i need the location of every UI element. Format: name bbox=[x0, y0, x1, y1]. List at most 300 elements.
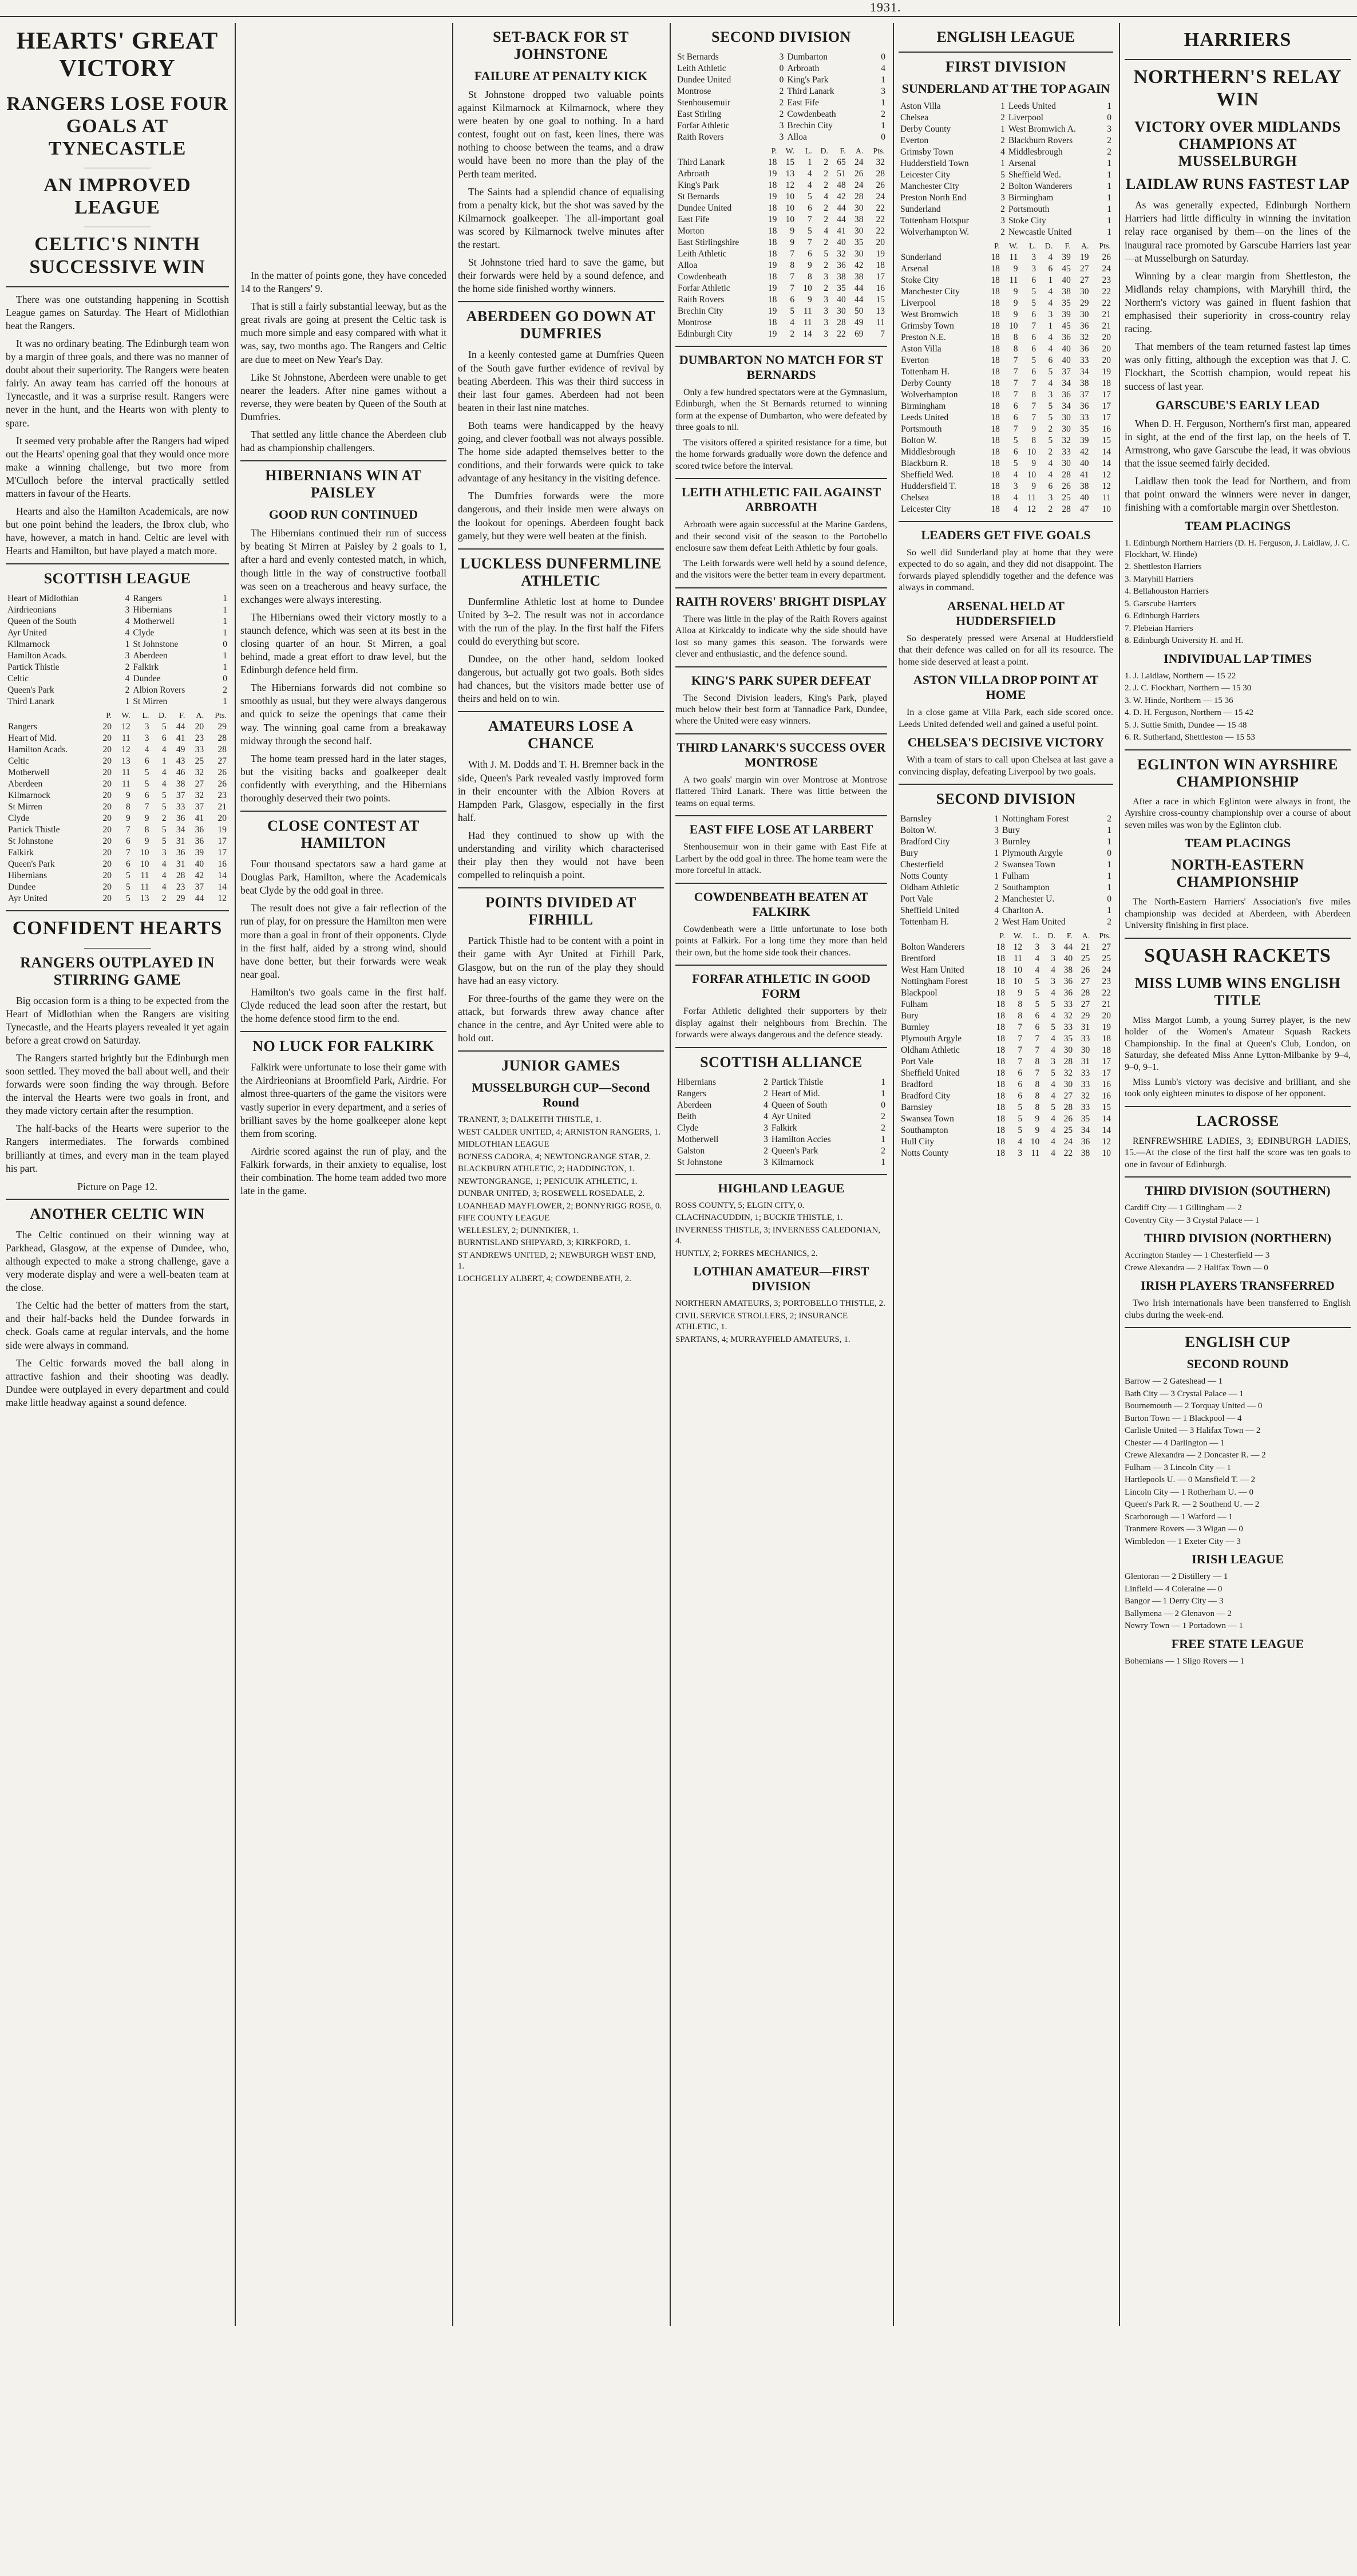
column-header: D. bbox=[820, 147, 829, 156]
team-name: Bradford bbox=[901, 1080, 933, 1090]
results-list bbox=[1125, 1250, 1351, 1274]
article-title: EGLINTON WIN AYRSHIRE CHAMPIONSHIP bbox=[1137, 756, 1339, 790]
results-list bbox=[1125, 1376, 1351, 1547]
list-item: Chester — 4 Darlington — 1 bbox=[1125, 1438, 1225, 1448]
team-name: Huddersfield T. bbox=[901, 481, 956, 491]
stat-cell: 18 bbox=[991, 470, 1000, 480]
home-team: Sheffield United bbox=[900, 906, 959, 916]
team-name: Brentford bbox=[901, 954, 936, 964]
stat-cell: 45 bbox=[1062, 264, 1071, 274]
stat-cell: 28 bbox=[837, 318, 846, 327]
article-paragraph: Arbroath were again successful at the Marine Gardens, and their second visit of the season to the Portobello enclosure saw them defeat Leith Athletic by four goals. bbox=[675, 520, 887, 554]
stat-cell: 12 bbox=[1102, 481, 1111, 491]
away-team: St Mirren bbox=[133, 697, 168, 707]
list-item: Accrington Stanley — 1 Chesterfield — 3 bbox=[1125, 1251, 1270, 1261]
away-team: Plymouth Argyle bbox=[1002, 848, 1063, 859]
stat-cell: 10 bbox=[1013, 977, 1023, 987]
table-row bbox=[899, 458, 1113, 469]
article-paragraph: There was little in the play of the Raith Rovers against Alloa at Kirkcaldy to indicate why the side should have lost so many games this season. The forwards were clever and enthusiastic, and the defence sound. bbox=[675, 614, 887, 659]
stat-cell: 5 bbox=[808, 192, 812, 202]
away-score: 1 bbox=[881, 1134, 885, 1144]
stat-cell: 30 bbox=[837, 306, 846, 316]
article-title: LEADERS GET FIVE GOALS bbox=[921, 528, 1091, 542]
stat-cell: 26 bbox=[1062, 481, 1071, 491]
article-title: EAST FIFE LOSE AT LARBERT bbox=[689, 822, 873, 837]
stat-cell: 35 bbox=[1062, 298, 1071, 308]
stat-cell: 6 bbox=[1048, 264, 1053, 274]
stat-cell: 13 bbox=[140, 894, 149, 904]
home-team: Grimsby Town bbox=[900, 147, 954, 157]
table-row bbox=[899, 1113, 1113, 1125]
stat-cell: 7 bbox=[790, 272, 795, 282]
stat-cell: 12 bbox=[1027, 504, 1036, 514]
article-paragraph: In a close game at Villa Park, each side scored once. Leeds United defended well and gained a useful point. bbox=[899, 708, 1113, 729]
section-title: TEAM PLACINGS bbox=[1184, 519, 1291, 534]
divider bbox=[1125, 749, 1351, 750]
away-team: Queen's Park bbox=[771, 1145, 818, 1156]
divider bbox=[675, 346, 887, 347]
stat-cell: 3 bbox=[824, 329, 829, 339]
team-name: Morton bbox=[678, 226, 705, 236]
away-score: 1 bbox=[881, 98, 885, 108]
away-score: 0 bbox=[1107, 894, 1111, 904]
column-header: A. bbox=[855, 147, 864, 156]
stat-cell: 34 bbox=[1081, 1125, 1090, 1136]
column-header: A. bbox=[1081, 242, 1089, 251]
stat-cell: 14 bbox=[1102, 1114, 1111, 1124]
stat-cell: 38 bbox=[1062, 287, 1071, 297]
stat-cell: 18 bbox=[996, 1034, 1005, 1044]
stat-cell: 29 bbox=[217, 722, 227, 732]
column-header: F. bbox=[1066, 932, 1073, 941]
stat-cell: 5 bbox=[1048, 367, 1053, 377]
stat-cell: 6 bbox=[1031, 310, 1036, 319]
stat-cell: 37 bbox=[1062, 367, 1071, 377]
table-row bbox=[675, 203, 887, 214]
stat-cell: 4 bbox=[1051, 1114, 1055, 1124]
stat-cell: 18 bbox=[996, 1114, 1005, 1124]
home-score: 2 bbox=[1000, 204, 1005, 214]
table-row bbox=[899, 447, 1113, 458]
stat-cell: 18 bbox=[1102, 1045, 1111, 1056]
stat-cell: 28 bbox=[176, 871, 185, 881]
result-row bbox=[899, 112, 1113, 124]
team-name: St Mirren bbox=[8, 802, 42, 812]
result-row bbox=[899, 158, 1113, 169]
stat-cell: 13 bbox=[876, 306, 885, 316]
table-row bbox=[675, 260, 887, 271]
result-row bbox=[675, 74, 887, 86]
divider bbox=[1125, 938, 1351, 939]
stat-cell: 8 bbox=[808, 272, 812, 282]
stat-cell: 35 bbox=[1081, 1114, 1090, 1124]
stat-cell: 3 bbox=[1013, 481, 1018, 491]
stat-cell: 18 bbox=[991, 493, 1000, 503]
stat-cell: 5 bbox=[1051, 1068, 1055, 1078]
away-score: 1 bbox=[1107, 227, 1111, 237]
home-team: St Bernards bbox=[677, 52, 719, 62]
column-header: Pts. bbox=[215, 712, 227, 721]
stat-cell: 28 bbox=[1063, 1057, 1073, 1067]
home-team: St Johnstone bbox=[677, 1157, 722, 1167]
article-paragraph: Winning by a clear margin from Shettleston, the Midlands relay champions, with Maryhill third, the Northern's victory was gained in fluent fashion that emphasised their superiority in cross-country relay racing. bbox=[1125, 270, 1351, 335]
article-paragraph: Falkirk were unfortunate to lose their game with the Airdrieonians at Broomfield Park, Airdrie. For almost three-quarters of the game the visitors were vastly superior in every department, and a series of brilliant saves by the home goalkeeper alone kept them from scoring. bbox=[240, 1061, 446, 1139]
list-item: Hartlepools U. — 0 Mansfield T. — 2 bbox=[1125, 1475, 1256, 1485]
stat-cell: 24 bbox=[1102, 264, 1111, 274]
list-item: LOCHGELLY ALBERT, 4; COWDENBEATH, 2. bbox=[458, 1274, 631, 1283]
article-subtitle: GOOD RUN CONTINUED bbox=[268, 507, 418, 522]
result-row bbox=[6, 696, 229, 708]
team-name: Hull City bbox=[901, 1137, 935, 1147]
stat-cell: 28 bbox=[217, 745, 227, 755]
stat-cell: 23 bbox=[1102, 977, 1111, 987]
home-score: 3 bbox=[763, 1134, 768, 1144]
stat-cell: 14 bbox=[803, 329, 812, 339]
away-team: Portsmouth bbox=[1008, 204, 1050, 214]
column-header: L. bbox=[1029, 242, 1036, 251]
column-header: W. bbox=[121, 712, 130, 721]
stat-cell: 24 bbox=[1102, 965, 1111, 975]
home-team: Huddersfield Town bbox=[900, 159, 969, 168]
list-item: Coventry City — 3 Crystal Palace — 1 bbox=[1125, 1215, 1260, 1225]
home-team: Queen of the South bbox=[7, 617, 77, 627]
article-paragraph: Cowdenbeath were a little unfortunate to lose both points at Falkirk. For a long time they more than held their own, but the home side took their chances. bbox=[675, 924, 887, 958]
table-row bbox=[899, 492, 1113, 504]
list-item: Bournemouth — 2 Torquay United — 0 bbox=[1125, 1401, 1263, 1411]
stat-cell: 18 bbox=[991, 390, 1000, 400]
article-paragraph: St Johnstone tried hard to save the game, but their forwards were held by a sound defence, and the home side finished worthy winners. bbox=[458, 256, 664, 295]
list-item: Newry Town — 1 Portadown — 1 bbox=[1125, 1621, 1243, 1631]
stat-cell: 7 bbox=[808, 238, 812, 247]
stat-cell: 30 bbox=[1079, 287, 1089, 297]
stat-cell: 18 bbox=[991, 275, 1000, 285]
stat-cell: 38 bbox=[837, 272, 846, 282]
article-paragraph: The Rangers started brightly but the Edinburgh men soon settled. They moved the ball about well, and their forwards were soon finding the way through. Before the interval the Hearts were two goals in front, and they made victory certain after the resumption. bbox=[6, 1052, 229, 1117]
article-paragraph: Laidlaw then took the lead for Northern, and from that point onward the winners were never in danger, finishing with a comfortable margin over Shettleston. bbox=[1125, 475, 1351, 513]
team-name: Middlesbrough bbox=[901, 447, 955, 457]
section-title: ENGLISH CUP bbox=[1185, 1334, 1291, 1351]
stat-cell: 3 bbox=[144, 722, 149, 732]
result-row bbox=[675, 109, 887, 120]
stat-cell: 17 bbox=[217, 848, 227, 858]
stat-cell: 4 bbox=[808, 180, 812, 190]
result-row bbox=[899, 836, 1113, 848]
stat-cell: 5 bbox=[1048, 436, 1053, 445]
stat-cell: 14 bbox=[1102, 459, 1111, 468]
stat-cell: 1 bbox=[161, 756, 167, 767]
stat-cell: 18 bbox=[991, 413, 1000, 422]
result-row bbox=[675, 1157, 887, 1168]
stat-cell: 20 bbox=[102, 848, 112, 858]
result-row bbox=[899, 848, 1113, 859]
stat-cell: 9 bbox=[808, 295, 812, 305]
away-score: 2 bbox=[1107, 147, 1111, 157]
home-score: 3 bbox=[779, 121, 784, 131]
away-team: Rangers bbox=[133, 594, 163, 604]
list-item: Ballymena — 2 Glenavon — 2 bbox=[1125, 1609, 1232, 1618]
stat-cell: 4 bbox=[790, 318, 795, 327]
stat-cell: 28 bbox=[1063, 1103, 1073, 1113]
article-paragraph: After a race in which Eglinton were always in front, the Ayrshire cross-country championship over a course of about seven miles was won by the Eglinton club. bbox=[1125, 796, 1351, 830]
stat-cell: 18 bbox=[996, 942, 1005, 953]
stat-cell: 26 bbox=[854, 169, 864, 179]
dateline: 1931. bbox=[870, 0, 901, 14]
stat-cell: 30 bbox=[1063, 1080, 1073, 1090]
stat-cell: 7 bbox=[1035, 1034, 1040, 1044]
team-name: St Johnstone bbox=[8, 836, 53, 847]
stat-cell: 26 bbox=[1102, 252, 1111, 262]
list-item: CLACHNACUDDIN, 1; BUCKIE THISTLE, 1. bbox=[675, 1213, 843, 1223]
table-row bbox=[675, 226, 887, 237]
divider bbox=[675, 733, 887, 734]
stat-cell: 17 bbox=[876, 272, 885, 282]
stat-cell: 7 bbox=[808, 215, 812, 224]
article-title: ANOTHER CELTIC WIN bbox=[30, 1205, 205, 1222]
stat-cell: 5 bbox=[161, 791, 167, 801]
stat-cell: 9 bbox=[1035, 1125, 1040, 1136]
stat-cell: 19 bbox=[217, 825, 227, 835]
article-subtitle: GARSCUBE'S EARLY LEAD bbox=[1156, 397, 1320, 412]
stat-cell: 19 bbox=[767, 192, 777, 202]
stat-cell: 39 bbox=[195, 848, 204, 858]
section-title: SECOND DIVISION bbox=[711, 29, 851, 45]
stat-cell: 8 bbox=[1018, 1011, 1023, 1021]
stat-cell: 2 bbox=[1048, 447, 1053, 457]
team-name: St Bernards bbox=[678, 192, 719, 202]
top-rule bbox=[0, 16, 1357, 17]
stat-cell: 7 bbox=[1031, 413, 1036, 422]
stat-cell: 3 bbox=[144, 733, 149, 744]
away-team: Burnley bbox=[1002, 837, 1031, 847]
article-paragraph: Airdrie scored against the run of play, and the Falkirk forwards, in their anxiety to equalise, lost their combination. The home team added two more late in the game. bbox=[240, 1145, 446, 1197]
stat-cell: 33 bbox=[1063, 1022, 1073, 1033]
stat-cell: 18 bbox=[991, 321, 1000, 331]
stat-cell: 23 bbox=[217, 791, 227, 801]
table-row bbox=[6, 836, 229, 847]
team-name: Heart of Mid. bbox=[8, 733, 57, 744]
away-team: St Johnstone bbox=[133, 639, 179, 650]
column-header: F. bbox=[1065, 242, 1071, 251]
table-row bbox=[899, 1102, 1113, 1113]
team-name: Edinburgh City bbox=[678, 329, 733, 339]
stat-cell: 9 bbox=[1031, 459, 1036, 468]
result-row bbox=[675, 97, 887, 109]
stat-cell: 9 bbox=[1035, 1114, 1040, 1124]
stat-cell: 2 bbox=[161, 894, 167, 904]
team-name: Cowdenbeath bbox=[678, 272, 727, 282]
stat-cell: 19 bbox=[1079, 252, 1089, 262]
column-header: W. bbox=[1009, 242, 1018, 251]
article-paragraph: For three-fourths of the game they were on the attack, but forwards threw away chance after chance in the centre, and Ayr United were able to hold out. bbox=[458, 992, 664, 1044]
away-score: 1 bbox=[223, 594, 227, 604]
table-row bbox=[899, 1091, 1113, 1102]
away-score: 0 bbox=[1107, 113, 1111, 123]
away-team: Swansea Town bbox=[1002, 860, 1055, 870]
column-header: P. bbox=[994, 242, 1000, 251]
section-title: LACROSSE bbox=[1196, 1112, 1279, 1129]
standings-header bbox=[6, 711, 229, 721]
stat-cell: 33 bbox=[1062, 447, 1071, 457]
stat-cell: 10 bbox=[785, 215, 795, 224]
stat-cell: 9 bbox=[1013, 310, 1018, 319]
home-team: Tottenham Hotspur bbox=[900, 216, 969, 226]
stat-cell: 4 bbox=[161, 871, 167, 881]
article-paragraph: With J. M. Dodds and T. H. Bremner back in the side, Queen's Park revealed vastly improved form in their encounter with the Albion Rovers at Hampden Park, Glasgow, especially in the first half. bbox=[458, 758, 664, 823]
stat-cell: 5 bbox=[824, 249, 829, 259]
table-row bbox=[899, 1045, 1113, 1056]
list-item: INVERNESS THISTLE, 3; INVERNESS CALEDONIAN, 4. bbox=[675, 1225, 881, 1246]
results-table bbox=[675, 52, 887, 143]
stat-cell: 6 bbox=[1018, 1091, 1023, 1101]
result-row bbox=[899, 181, 1113, 192]
table-row bbox=[899, 286, 1113, 298]
divider bbox=[899, 784, 1113, 785]
stat-cell: 30 bbox=[1062, 413, 1071, 422]
home-team: Motherwell bbox=[677, 1134, 719, 1144]
article-paragraph: Like St Johnstone, Aberdeen were unable to get nearer the leaders. After nine games without a reverse, they were beaten by Queen of the South at Dumfries. bbox=[240, 371, 446, 422]
away-score: 1 bbox=[223, 662, 227, 673]
stat-cell: 28 bbox=[1062, 504, 1071, 514]
team-name: Everton bbox=[901, 355, 929, 365]
list-item: Bath City — 3 Crystal Palace — 1 bbox=[1125, 1389, 1244, 1398]
stat-cell: 6 bbox=[1013, 447, 1018, 457]
table-row bbox=[899, 1079, 1113, 1091]
article-subtitle: LAIDLAW RUNS FASTEST LAP bbox=[1125, 176, 1350, 193]
stat-cell: 6 bbox=[126, 859, 130, 870]
stat-cell: 26 bbox=[1081, 965, 1090, 975]
team-name: Fulham bbox=[901, 999, 928, 1010]
stat-cell: 7 bbox=[790, 249, 795, 259]
stat-cell: 4 bbox=[1048, 344, 1053, 354]
stat-cell: 18 bbox=[991, 378, 1000, 388]
stat-cell: 38 bbox=[854, 272, 864, 282]
stat-cell: 33 bbox=[1063, 999, 1073, 1010]
stat-cell: 5 bbox=[126, 894, 130, 904]
stat-cell: 16 bbox=[1102, 424, 1111, 434]
stat-cell: 35 bbox=[854, 238, 864, 247]
stat-cell: 7 bbox=[1031, 378, 1036, 388]
home-team: Beith bbox=[677, 1111, 697, 1121]
stat-cell: 7 bbox=[1018, 1045, 1023, 1056]
table-row bbox=[899, 481, 1113, 492]
stat-cell: 24 bbox=[854, 180, 864, 190]
home-team: Bradford City bbox=[900, 837, 950, 847]
list-item: 3. Maryhill Harriers bbox=[1125, 574, 1194, 584]
article-paragraph: Dundee, on the other hand, seldom looked dangerous, but actually got two goals. Both sides had chances, but the visitors made better use of theirs and held on to win. bbox=[458, 653, 664, 705]
article-title: CLOSE CONTEST AT HAMILTON bbox=[267, 817, 420, 852]
article-paragraph: When D. H. Ferguson, Northern's first man, appeared in sight, at the end of the first lap, on the heels of T. Armstrong, who gave Garscube the lead, it was obvious that the issue seemed fairly decided. bbox=[1125, 417, 1351, 469]
team-name: Partick Thistle bbox=[8, 825, 60, 835]
away-team: Blackburn Rovers bbox=[1008, 136, 1073, 145]
away-score: 0 bbox=[223, 674, 227, 684]
stat-cell: 3 bbox=[1018, 1148, 1023, 1159]
team-name: Portsmouth bbox=[901, 424, 942, 434]
stat-cell: 8 bbox=[1035, 1103, 1040, 1113]
away-score: 0 bbox=[881, 132, 885, 142]
stat-cell: 11 bbox=[140, 882, 149, 892]
stat-cell: 32 bbox=[876, 157, 885, 167]
stat-cell: 9 bbox=[790, 238, 795, 247]
team-name: Plymouth Argyle bbox=[901, 1034, 962, 1044]
article-paragraph: That settled any little chance the Aberdeen club had as championship challengers. bbox=[240, 429, 446, 454]
column-header: A. bbox=[1082, 932, 1090, 941]
column-header bbox=[6, 711, 95, 721]
stat-cell: 6 bbox=[1031, 333, 1036, 342]
away-score: 1 bbox=[1107, 216, 1111, 226]
stat-cell: 36 bbox=[195, 825, 204, 835]
away-score: 2 bbox=[881, 1145, 885, 1156]
stat-cell: 7 bbox=[1013, 367, 1018, 377]
away-score: 1 bbox=[223, 617, 227, 627]
away-team: Hamilton Accies bbox=[771, 1134, 831, 1144]
stat-cell: 40 bbox=[1079, 459, 1089, 468]
stat-cell: 28 bbox=[1081, 988, 1090, 998]
stat-cell: 10 bbox=[1027, 447, 1036, 457]
away-team: King's Park bbox=[787, 75, 829, 85]
home-score: 1 bbox=[1000, 124, 1005, 134]
away-team: Bury bbox=[1002, 825, 1020, 836]
stat-cell: 18 bbox=[996, 1148, 1005, 1159]
result-row bbox=[899, 147, 1113, 158]
home-score: 4 bbox=[994, 906, 999, 916]
stat-cell: 36 bbox=[1062, 333, 1071, 342]
stat-cell: 2 bbox=[790, 329, 795, 339]
away-team: Alloa bbox=[787, 132, 807, 142]
stat-cell: 15 bbox=[1102, 1103, 1111, 1113]
away-score: 1 bbox=[1107, 871, 1111, 882]
home-score: 2 bbox=[125, 685, 130, 696]
stat-cell: 4 bbox=[1013, 493, 1018, 503]
stat-cell: 28 bbox=[854, 192, 864, 202]
stat-cell: 10 bbox=[785, 203, 795, 213]
team-name: Aston Villa bbox=[901, 344, 941, 354]
divider bbox=[675, 1047, 887, 1048]
stat-cell: 18 bbox=[991, 310, 1000, 319]
team-name: Sheffield United bbox=[901, 1068, 960, 1078]
table-row bbox=[899, 355, 1113, 366]
article-paragraph: In a keenly contested game at Dumfries Queen of the South gave further evidence of revival by beating Aberdeen. This was their third success in their last four games. Aberdeen had not been beaten in their last nine matches. bbox=[458, 349, 664, 413]
team-name: Chelsea bbox=[901, 493, 929, 503]
result-row bbox=[899, 169, 1113, 181]
list-item: LOANHEAD MAYFLOWER, 2; BONNYRIGG ROSE, 0. bbox=[458, 1201, 662, 1211]
stat-cell: 32 bbox=[1063, 1011, 1073, 1021]
subhead: AN IMPROVED LEAGUE bbox=[43, 175, 191, 219]
stat-cell: 18 bbox=[996, 1045, 1005, 1056]
stat-cell: 24 bbox=[854, 157, 864, 167]
article-paragraph: Big occasion form is a thing to be expected from the Heart of Midlothian when the Rangers are visiting Tynecastle, and the Hearts players revealed it yet again before a great crowd on Saturday. bbox=[6, 994, 229, 1046]
article-paragraph: In the matter of points gone, they have conceded 14 to the Rangers' 9. bbox=[240, 270, 446, 295]
stat-cell: 6 bbox=[1048, 355, 1053, 365]
stat-cell: 20 bbox=[102, 733, 112, 744]
away-team: Stoke City bbox=[1008, 216, 1046, 226]
team-name: Bolton Wanderers bbox=[901, 942, 965, 953]
home-team: Everton bbox=[900, 136, 929, 145]
home-score: 2 bbox=[779, 86, 784, 96]
away-team: Queen of South bbox=[771, 1100, 828, 1110]
stat-cell: 18 bbox=[996, 1103, 1005, 1113]
stat-cell: 31 bbox=[1081, 1022, 1090, 1033]
team-name: Notts County bbox=[901, 1148, 949, 1159]
team-name: Arsenal bbox=[901, 264, 929, 274]
team-name: Tottenham H. bbox=[901, 367, 950, 377]
article-paragraph: Had they continued to show up with the understanding and virility which characterised their play then they would not have been compelled to relinquish a point. bbox=[458, 829, 664, 881]
stat-cell: 4 bbox=[1035, 965, 1040, 975]
column-header: F. bbox=[179, 712, 185, 721]
divider bbox=[675, 965, 887, 966]
home-team: Notts County bbox=[900, 871, 948, 882]
list-item: Glentoran — 2 Distillery — 1 bbox=[1125, 1572, 1228, 1582]
section-title: LOTHIAN AMATEUR—FIRST DIVISION bbox=[693, 1264, 869, 1294]
